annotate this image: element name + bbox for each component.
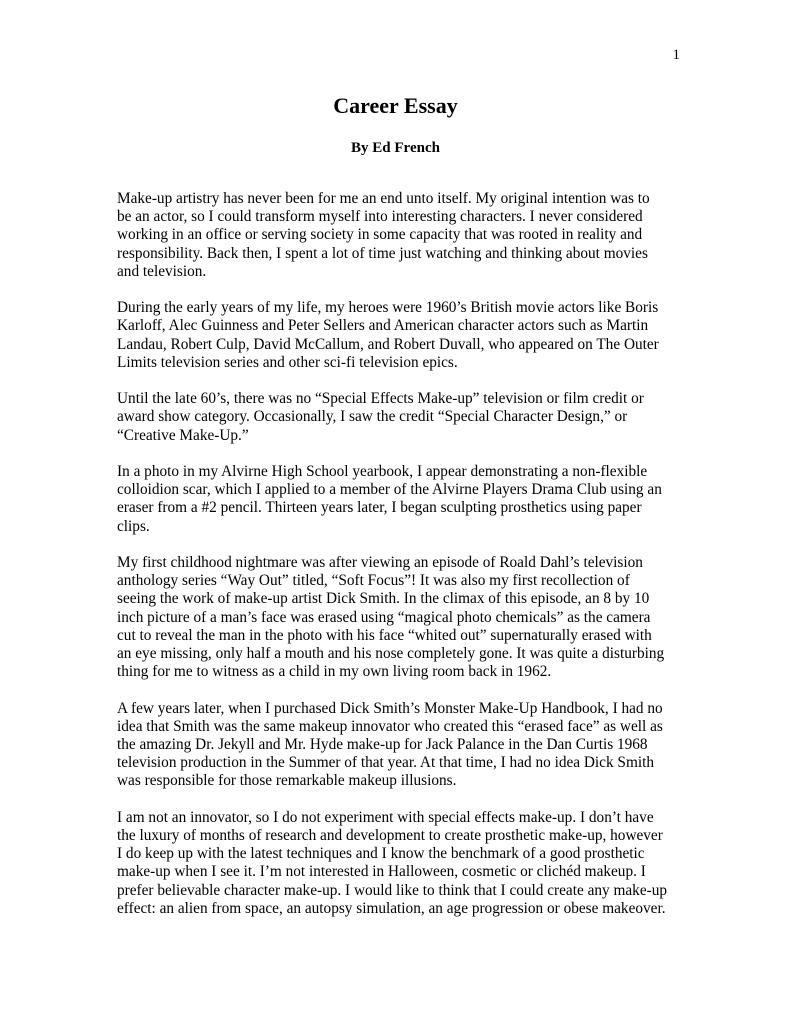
paragraph-line: award show category. Occasionally, I saw the credit “Special Character Design,” or [117, 408, 628, 426]
paragraph-2 [117, 299, 683, 372]
page-number: 1 [672, 47, 680, 63]
paragraph-line: anthology series “Way Out” titled, “Soft Focus”! It was also my first recollection of [117, 572, 630, 590]
paragraph-line: idea that Smith was the same makeup innovator who created this “erased face” as well as [117, 717, 663, 735]
paragraph-line: thing for me to witness as a child in my own living room back in 1962. [117, 663, 552, 681]
paragraph-line: My first childhood nightmare was after viewing an episode of Roald Dahl’s television [117, 554, 643, 571]
paragraph-line: I do keep up with the latest techniques and I know the benchmark of a good prosthetic [117, 845, 645, 863]
essay-title: Career Essay [333, 93, 458, 118]
paragraph-line: the amazing Dr. Jekyll and Mr. Hyde make-up for Jack Palance in the Dan Curtis 1968 [117, 736, 648, 754]
paragraph-5 [117, 554, 683, 681]
paragraph-line: eraser from a #2 pencil. Thirteen years later, I began sculpting prosthetics using paper [117, 499, 642, 517]
paragraph-1 [117, 190, 683, 281]
paragraph-line: Landau, Robert Culp, David McCallum, and Robert Duvall, who appeared on The Outer [117, 335, 659, 353]
paragraph-line: I am not an innovator, so I do not experiment with special effects make-up. I don’t have [117, 808, 654, 826]
paragraph-line: and television. [117, 262, 207, 280]
essay-byline: By Ed French [351, 140, 440, 156]
paragraph-line: clips. [117, 517, 150, 535]
paragraph-6 [117, 700, 683, 791]
paragraph-line: In a photo in my Alvirne High School yearbook, I appear demonstrating a non-flexible [117, 463, 648, 480]
paragraph-line: an eye missing, only half a mouth and his nose completely gone. It was quite a disturbing [117, 645, 665, 663]
paragraph-line: make-up when I see it. I’m not interested in Halloween, cosmetic or clichéd makeup. I [117, 863, 646, 881]
paragraph-line: be an actor, so I could transform myself into interesting characters. I never considered [117, 208, 643, 226]
paragraph-line: colloidion scar, which I applied to a member of the Alvirne Players Drama Club using an [117, 481, 662, 499]
paragraph-line: During the early years of my life, my heroes were 1960’s British movie actors like Boris [117, 299, 659, 317]
paragraph-line: responsibility. Back then, I spent a lot of time just watching and thinking about movies [117, 244, 648, 262]
paragraph-line: television production in the Summer of that year. At that time, I had no idea Dick Smith [117, 754, 654, 772]
essay-body [117, 190, 683, 936]
paragraph-line: was responsible for those remarkable makeup illusions. [117, 772, 457, 790]
paragraph-line: working in an office or serving society in some capacity that was rooted in reality and [117, 226, 643, 244]
paragraph-line: Karloff, Alec Guinness and Peter Sellers and American character actors such as Martin [117, 317, 649, 335]
paragraph-line: prefer believable character make-up. I would like to think that I could create any make-up [117, 881, 668, 899]
paragraph-3 [117, 390, 683, 445]
paragraph-line: Make-up artistry has never been for me an end unto itself. My original intention was to [117, 190, 650, 207]
paragraph-7 [117, 809, 683, 918]
paragraph-line: the luxury of months of research and development to create prosthetic make-up, however [117, 827, 663, 845]
paragraph-line: Until the late 60’s, there was no “Special Effects Make-up” television or film credit or [117, 390, 644, 408]
paragraph-line: seeing the work of make-up artist Dick Smith. In the climax of this episode, an 8 by 10 [117, 590, 650, 608]
paragraph-line: effect: an alien from space, an autopsy simulation, an age progression or obese makeover. [117, 899, 666, 917]
paragraph-line: A few years later, when I purchased Dick Smith’s Monster Make-Up Handbook, I had no [117, 699, 663, 717]
paragraph-line: “Creative Make-Up.” [117, 426, 249, 444]
paragraph-4 [117, 463, 683, 536]
paragraph-line: inch picture of a man’s face was erased using “magical photo chemicals” as the camera [117, 608, 651, 626]
paragraph-line: cut to reveal the man in the photo with his face “whited out” supernaturally erased with [117, 626, 652, 644]
paragraph-line: Limits television series and other sci-fi television epics. [117, 353, 458, 371]
